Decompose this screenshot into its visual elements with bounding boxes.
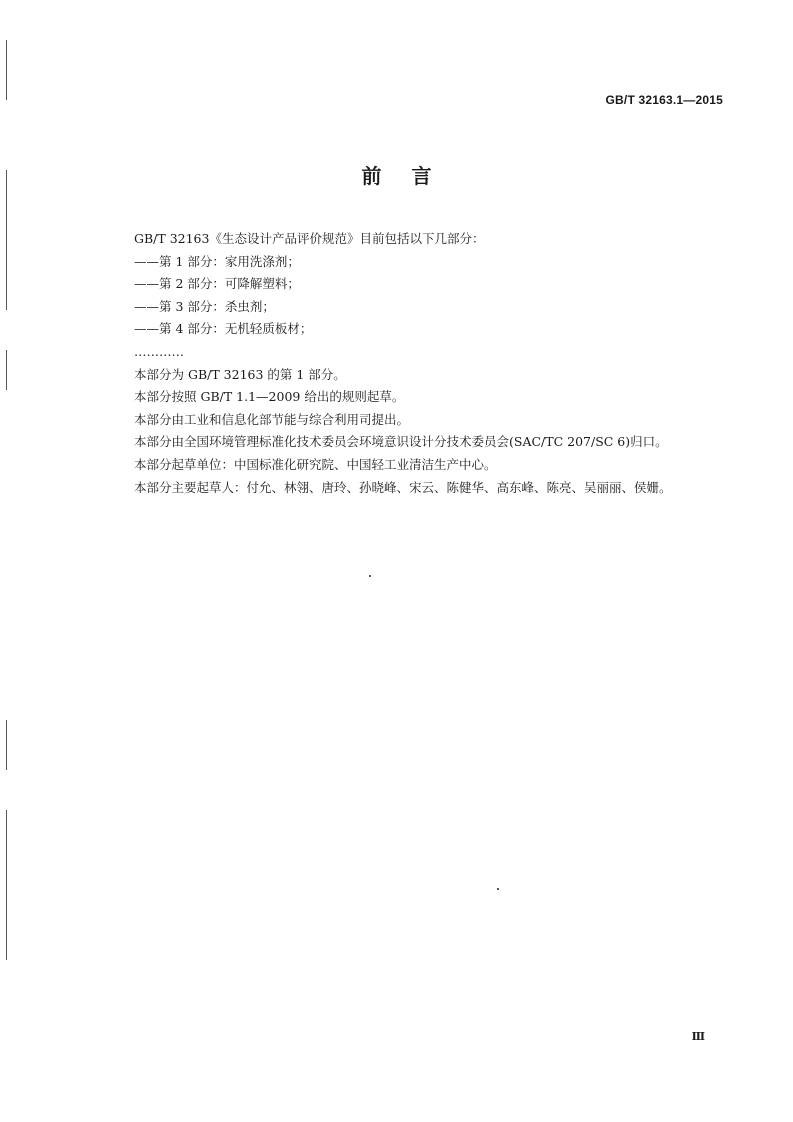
paragraph-intro: GB/T 32163《生态设计产品评价规范》目前包括以下几部分： (134, 231, 485, 246)
paragraph-committee: 本部分由全国环境管理标准化技术委员会环境意识设计分技术委员会(SAC/TC 207/SC 6)归口。 (134, 434, 668, 450)
scan-speck (497, 888, 499, 890)
list-item-part-1: ——第 1 部分：家用洗涤剂； (134, 253, 300, 269)
paragraph-drafting-units: 本部分起草单位：中国标准化研究院、中国轻工业清洁生产中心。 (134, 456, 497, 472)
foreword-body (134, 228, 754, 499)
scan-edge-mark (6, 350, 7, 390)
page-number: Ⅲ (691, 1030, 705, 1043)
standard-code: GB/T 32163.1—2015 (605, 93, 723, 107)
list-item-part-2: ——第 2 部分：可降解塑料； (134, 276, 300, 292)
list-item-part-4: ——第 4 部分：无机轻质板材； (134, 321, 313, 337)
paragraph-part-statement: 本部分为 GB/T 32163 的第 1 部分。 (134, 366, 346, 382)
scan-edge-mark (6, 40, 7, 100)
scan-speck (369, 575, 371, 577)
scan-edge-mark (6, 810, 7, 960)
paragraph-drafting-rules: 本部分按照 GB/T 1.1—2009 给出的规则起草。 (134, 389, 405, 405)
list-item-part-3: ——第 3 部分：杀虫剂； (134, 298, 275, 314)
paragraph-drafters: 本部分主要起草人：付允、林翎、唐玲、孙晓峰、宋云、陈健华、高东峰、陈亮、吴丽丽、侯姗。 (134, 479, 672, 495)
scan-edge-mark (6, 170, 7, 310)
paragraph-proposer: 本部分由工业和信息化部节能与综合利用司提出。 (134, 411, 410, 427)
list-ellipsis: ………… (134, 343, 184, 359)
page-title: 前言 (361, 164, 462, 188)
scan-edge-mark (6, 720, 7, 770)
